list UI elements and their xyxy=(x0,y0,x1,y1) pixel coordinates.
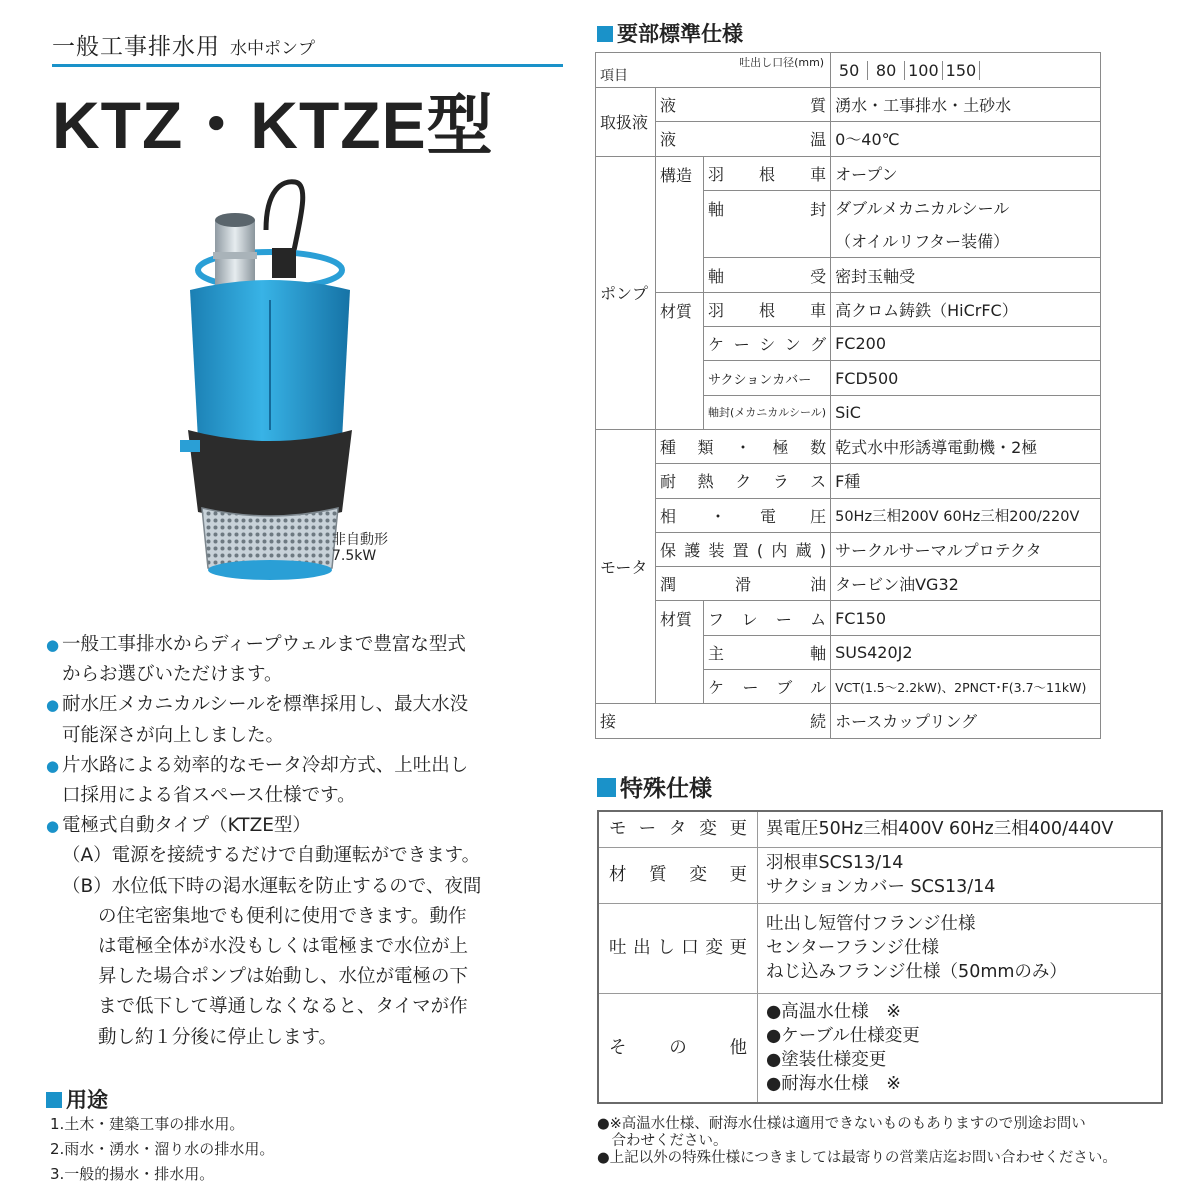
spec-label: フレーム xyxy=(704,601,831,635)
spec-value: 50Hz三相200V 60Hz三相200/220V xyxy=(831,498,1101,532)
spec-value: 乾式水中形誘導電動機・2極 xyxy=(831,429,1101,463)
spec-value: 湧水・工事排水・土砂水 xyxy=(831,88,1101,122)
spec-value: 0〜40℃ xyxy=(831,122,1101,156)
spec-label: 潤 滑 油 xyxy=(656,567,831,601)
special-label: モータ変更 xyxy=(598,811,758,847)
spec-label: 液 質 xyxy=(656,88,831,122)
group-pump: ポンプ xyxy=(596,156,656,429)
footnote-line: 合わせください。 xyxy=(597,1133,728,1149)
spec-value: 高クロム鋳鉄（HiCrFC） xyxy=(831,292,1101,326)
diameter-value: 80 xyxy=(868,61,905,80)
feature-sub-b-line: まで低下して導通しなくなると、タイマが作 xyxy=(98,996,468,1018)
spec-value: SiC xyxy=(831,395,1101,429)
pump-caption xyxy=(332,532,388,564)
item-header: 項目 xyxy=(600,68,628,84)
spec-value: VCT(1.5〜2.2kW)、2PNCT･F(3.7〜11kW) xyxy=(831,670,1101,704)
caption-line-2: 7.5kW xyxy=(332,548,377,564)
feature-sub-b-line: の住宅密集地でも便利に使用できます。動作 xyxy=(98,905,467,927)
spec-label: 相・電圧 xyxy=(656,498,831,532)
diameter-values xyxy=(831,53,1101,88)
uses-item: 2.雨水・湧水・溜り水の排水用。 xyxy=(50,1140,275,1158)
feature-item xyxy=(46,811,566,841)
subgroup-material: 材質 xyxy=(656,292,704,429)
diameter-header: 吐出し口径(mm) xyxy=(739,56,825,69)
special-label: その他 xyxy=(598,993,758,1103)
special-line: ねじ込みフランジ仕様（50mmのみ） xyxy=(766,962,1067,982)
spec-value: サークルサーマルプロテクタ xyxy=(831,532,1101,566)
spec-value: オープン xyxy=(831,156,1101,190)
special-line: ●耐海水仕様 ※ xyxy=(766,1073,901,1094)
special-line: ●高温水仕様 ※ xyxy=(766,1001,901,1022)
spec-label: 軸 封 xyxy=(704,190,831,258)
diameter-value: 150 xyxy=(943,61,981,80)
special-value xyxy=(758,993,1163,1103)
spec-value: 密封玉軸受 xyxy=(831,258,1101,292)
spec-label: ケーシング xyxy=(704,327,831,361)
page-title: KTZ・KTZE型 xyxy=(52,88,494,162)
footnotes xyxy=(597,1116,1187,1167)
feature-sub-b-line: は電極全体が水没もしくは電極まで水位が上 xyxy=(98,936,469,958)
square-marker-icon xyxy=(597,778,616,797)
bullet-icon: ● xyxy=(46,817,60,836)
title-rule xyxy=(52,64,563,67)
special-title: 特殊仕様 xyxy=(620,776,712,802)
feature-sub-b-line: 昇した場合ポンプは始動し、水位が電極の下 xyxy=(98,966,469,988)
spec-label: 羽 根 車 xyxy=(704,156,831,190)
square-marker-icon xyxy=(597,26,613,42)
spec-value: FCD500 xyxy=(831,361,1101,395)
feature-line: 一般工事排水からディープウェルまで豊富な型式 xyxy=(62,634,466,655)
feature-sub-b-line: 動し約１分後に停止します。 xyxy=(98,1026,338,1048)
feature-line: 片水路による効率的なモータ冷却方式、上吐出し xyxy=(62,754,469,776)
caption-line-1: 非自動形 xyxy=(332,532,388,548)
spec-value: （オイルリフター装備） xyxy=(831,224,1101,258)
subgroup-structure: 構造 xyxy=(656,156,704,292)
spec-label: 主 軸 xyxy=(704,635,831,669)
submersible-pump-illustration xyxy=(170,160,370,590)
spec-value: ダブルメカニカルシール xyxy=(831,190,1101,224)
feature-line: 可能深さが向上しました。 xyxy=(62,724,285,746)
bullet-icon: ● xyxy=(46,696,60,715)
spec-label: 耐熱クラス xyxy=(656,464,831,498)
feature-item xyxy=(46,630,566,690)
special-line: ●塗装仕様変更 xyxy=(766,1049,887,1070)
uses-heading xyxy=(46,1084,108,1114)
spec-label: 液 温 xyxy=(656,122,831,156)
feature-sub-a: （A）電源を接続するだけで自動運転ができます。 xyxy=(62,845,481,867)
feature-line: からお選びいただけます。 xyxy=(62,664,283,686)
category-text: 一般工事排水用 xyxy=(52,34,220,60)
spec-value: タービン油VG32 xyxy=(831,567,1101,601)
spec-label: 接 続 xyxy=(596,704,831,738)
feature-item xyxy=(46,751,566,811)
category-sub-text: 水中ポンプ xyxy=(230,39,315,59)
spec-label: 種類・極数 xyxy=(656,429,831,463)
spec-label: サクションカバー xyxy=(704,361,831,395)
spec-title: 要部標準仕様 xyxy=(617,22,743,46)
footnote-line: ●※高温水仕様、耐海水仕様は適用できないものもありますので別途お問い xyxy=(597,1116,1086,1132)
feature-list xyxy=(46,630,566,1053)
special-spec-table xyxy=(597,810,1163,1104)
diameter-value: 50 xyxy=(831,61,868,80)
spec-value: FC200 xyxy=(831,327,1101,361)
spec-value: F種 xyxy=(831,464,1101,498)
group-motor: モータ xyxy=(596,429,656,703)
spec-label: 軸封(メカニカルシール) xyxy=(704,395,831,429)
special-value xyxy=(758,903,1163,993)
square-marker-icon xyxy=(46,1092,62,1108)
special-label: 吐出し口変更 xyxy=(598,903,758,993)
product-category xyxy=(52,28,315,61)
bullet-icon: ● xyxy=(46,756,60,775)
spec-header-item-cell xyxy=(596,53,831,88)
feature-line: 耐水圧メカニカルシールを標準採用し、最大水没 xyxy=(62,694,469,716)
spec-label: ケーブル xyxy=(704,670,831,704)
spec-header-row xyxy=(596,53,1101,88)
uses-list xyxy=(50,1112,274,1187)
special-line: 羽根車SCS13/14 xyxy=(766,853,904,873)
uses-title: 用途 xyxy=(66,1088,108,1112)
special-heading xyxy=(597,770,712,803)
spec-value: FC150 xyxy=(831,601,1101,635)
special-value xyxy=(758,811,1163,847)
spec-label: 羽 根 車 xyxy=(704,292,831,326)
uses-item: 1.土木・建築工事の排水用。 xyxy=(50,1115,245,1133)
uses-item: 3.一般的揚水・排水用。 xyxy=(50,1165,215,1183)
spec-value: ホースカップリング xyxy=(831,704,1101,738)
special-line: サクションカバー SCS13/14 xyxy=(766,877,996,897)
spec-label: 軸 受 xyxy=(704,258,831,292)
feature-line: 電極式自動タイプ（KTZE型） xyxy=(62,815,311,837)
special-label: 材質変更 xyxy=(598,847,758,903)
feature-item xyxy=(46,690,566,750)
bullet-icon: ● xyxy=(46,636,60,654)
footnote-line: ●上記以外の特殊仕様につきましては最寄りの営業店迄お問い合わせください。 xyxy=(597,1150,1117,1166)
special-line: 吐出し短管付フランジ仕様 xyxy=(766,914,976,934)
special-line: センターフランジ仕様 xyxy=(766,938,939,958)
special-line: 異電圧50Hz三相400V 60Hz三相400/440V xyxy=(766,819,1114,840)
spec-value: SUS420J2 xyxy=(831,635,1101,669)
spec-label: 保護装置(内蔵) xyxy=(656,532,831,566)
special-value xyxy=(758,847,1163,903)
subgroup-material: 材質 xyxy=(656,601,704,704)
diameter-value: 100 xyxy=(905,61,943,80)
special-line: ●ケーブル仕様変更 xyxy=(766,1025,920,1046)
feature-line: 口採用による省スペース仕様です。 xyxy=(62,785,356,807)
group-handling: 取扱液 xyxy=(596,88,656,157)
spec-heading xyxy=(597,18,743,48)
feature-sub-b: （B）水位低下時の渇水運転を防止するので、夜間 xyxy=(62,875,482,897)
standard-spec-table xyxy=(595,52,1101,739)
